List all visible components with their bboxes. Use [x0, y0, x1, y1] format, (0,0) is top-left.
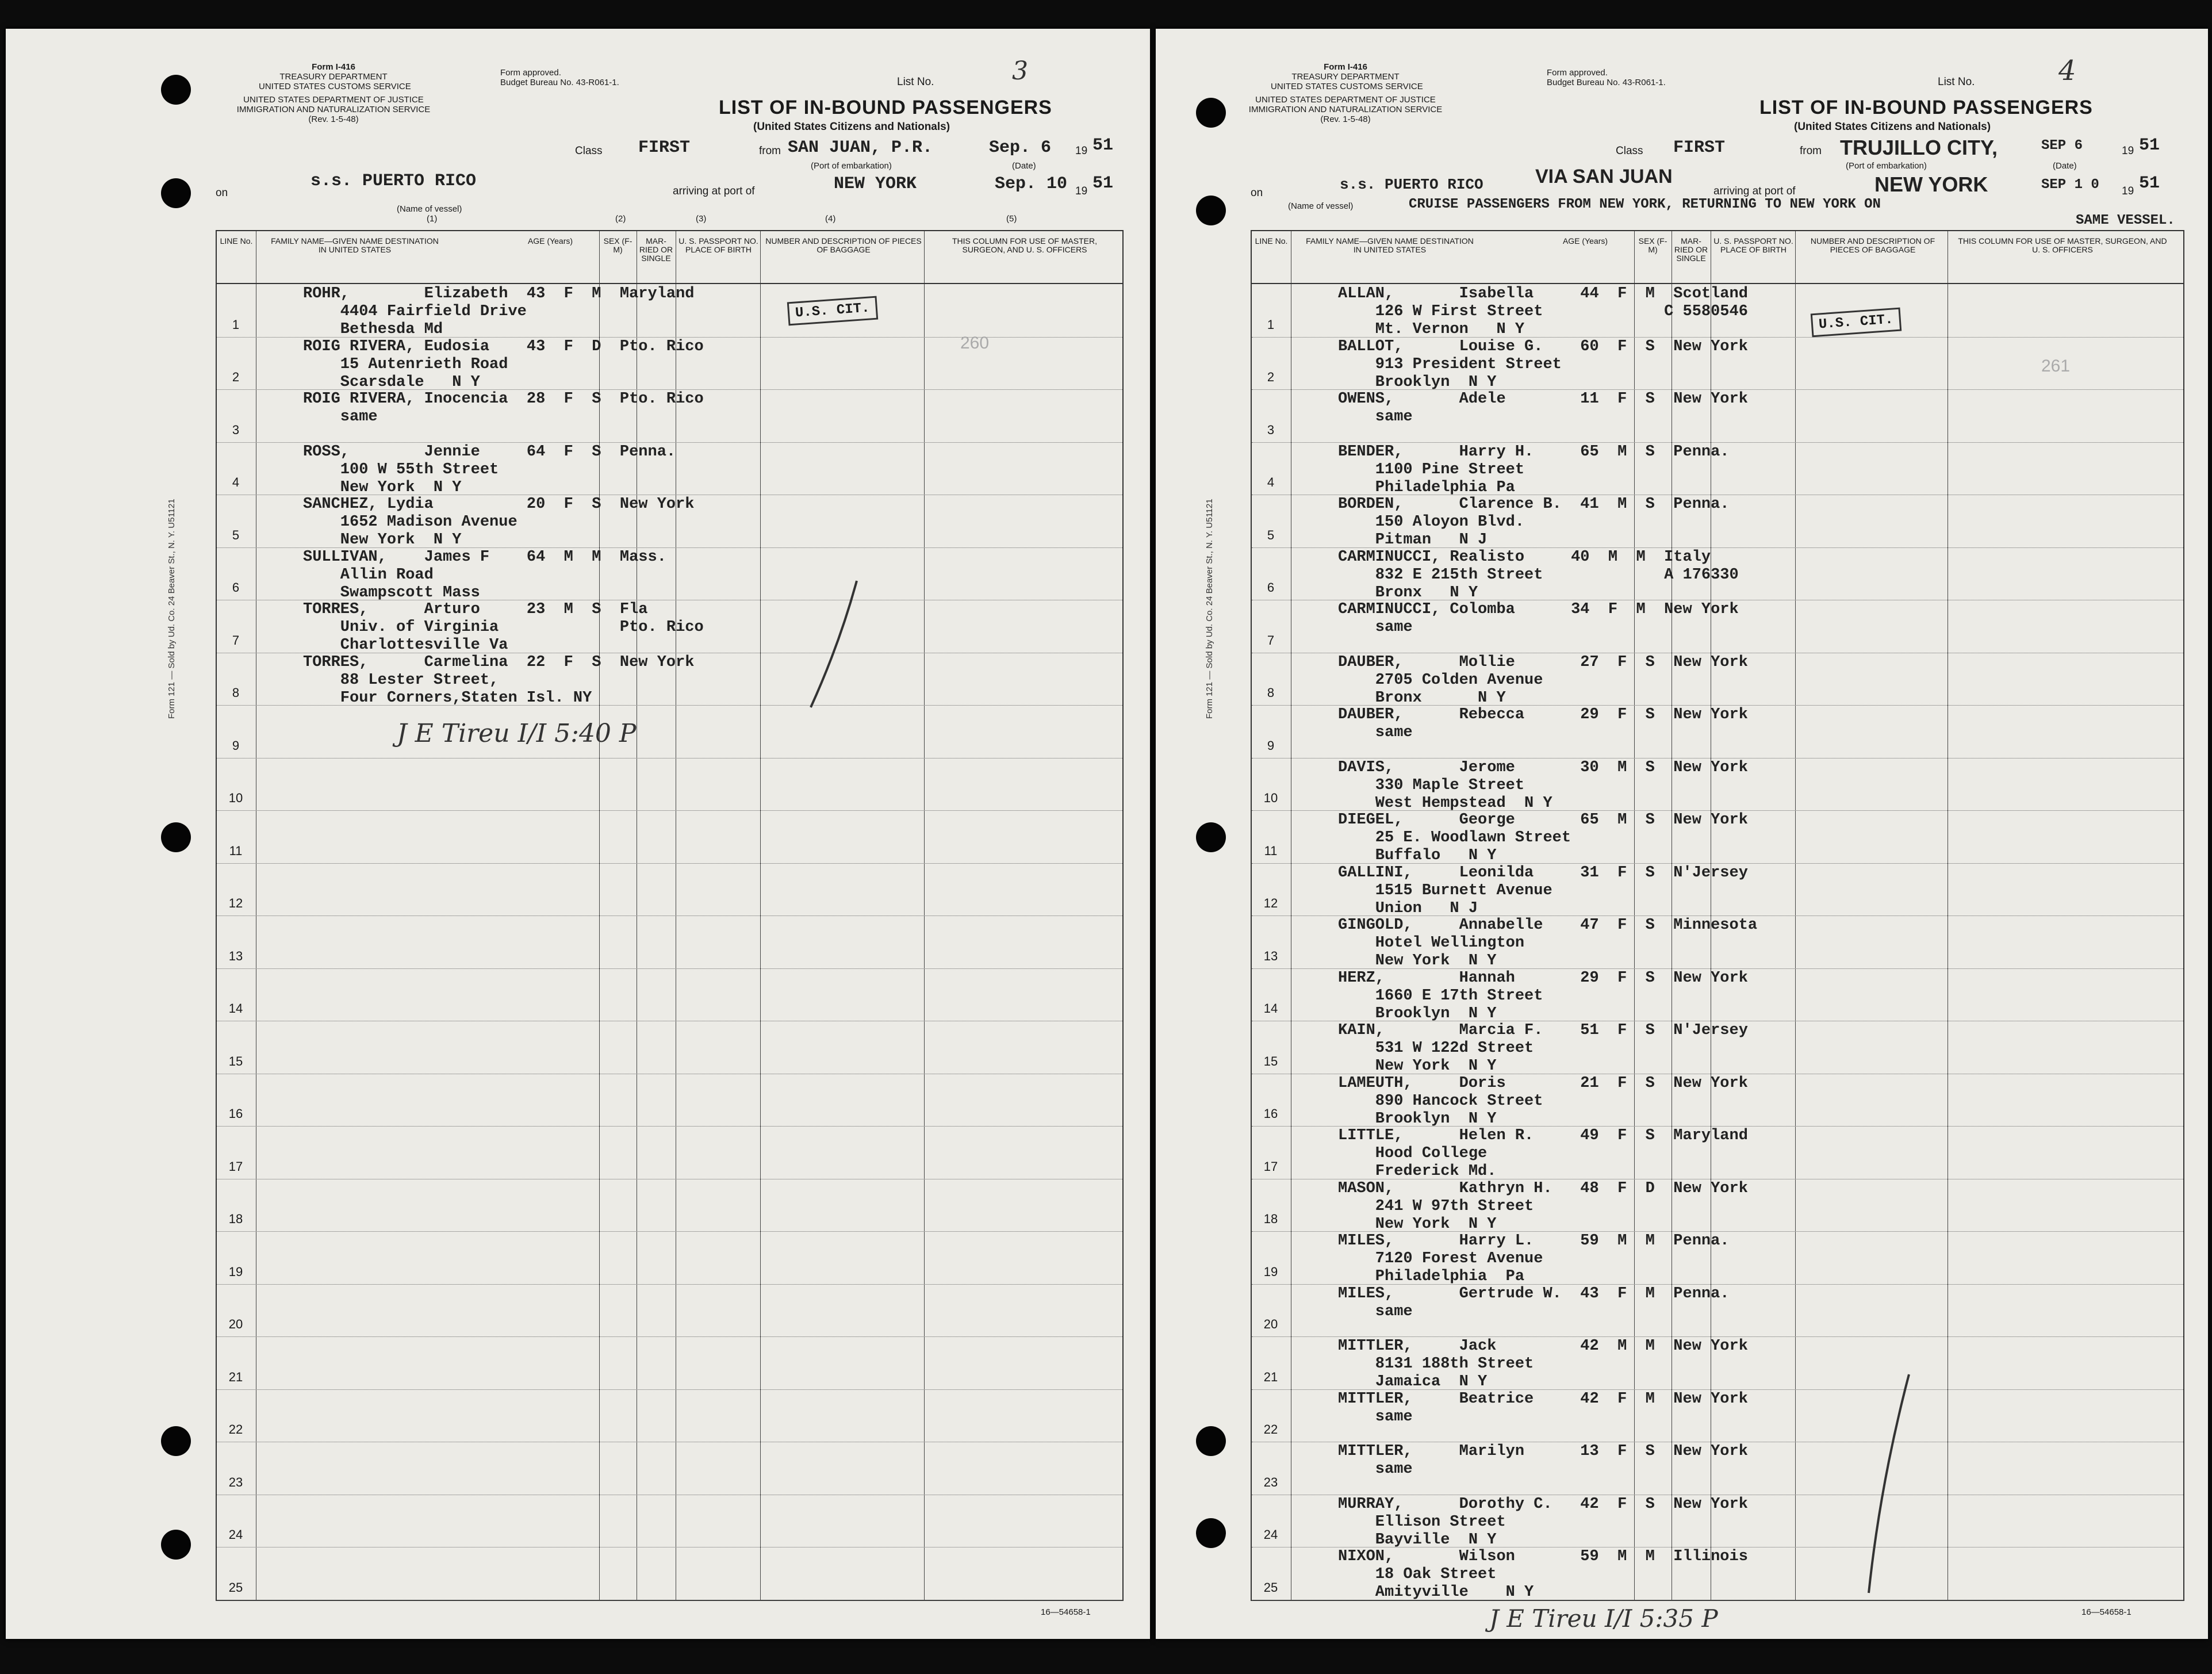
table-row [217, 284, 1122, 338]
line-number: 22 [228, 1422, 243, 1437]
table-row [217, 915, 1122, 969]
line-number: 11 [1264, 843, 1278, 858]
treasury-dept: TREASURY DEPARTMENT [1291, 72, 1400, 82]
table-row [1252, 442, 2183, 496]
punch-hole [1196, 1518, 1226, 1548]
line-number: 2 [232, 370, 240, 384]
table-row [1252, 600, 2183, 653]
punch-hole [161, 178, 191, 208]
col-header-sex: SEX (F-M) [603, 236, 632, 254]
table-row [217, 863, 1122, 917]
table-row [1252, 1389, 2183, 1443]
caption-3: (3) [696, 214, 707, 224]
table-row [1252, 705, 2183, 759]
passenger-entry: TORRES, Arturo 23 M S Fla Univ. of Virginia Pto. Rico Charlottesville Va [303, 601, 704, 654]
table-row [217, 1231, 1122, 1285]
line-number: 10 [228, 791, 243, 805]
passenger-table [1251, 230, 2184, 1601]
col-header-name: FAMILY NAME—GIVEN NAME DESTINATION IN UNITED STATES [271, 236, 439, 254]
line-number: 6 [1267, 580, 1275, 595]
table-row [217, 1389, 1122, 1443]
passenger-entry: MURRAY, Dorothy C. 42 F S New York Ellison Street Bayville N Y [1338, 1495, 1748, 1549]
table-row [1252, 863, 2183, 917]
col-header-age: AGE (Years) [527, 236, 573, 246]
table-row [217, 810, 1122, 864]
punch-hole [161, 1426, 191, 1456]
passenger-entry: MASON, Kathryn H. 48 F D New York 241 W 97th Street New York N Y [1338, 1179, 1748, 1233]
revision: (Rev. 1-5-48) [308, 114, 359, 124]
inspector-signature: J E Tireu I/I 5:40 P [397, 719, 637, 748]
line-number: 16 [1263, 1106, 1278, 1121]
line-number: 22 [1263, 1422, 1278, 1437]
line-number: 5 [232, 527, 240, 542]
table-row [1252, 1284, 2183, 1338]
justice-dept: UNITED STATES DEPARTMENT OF JUSTICE [1255, 95, 1436, 105]
punch-hole [1196, 822, 1226, 852]
form-number: Form I-416 [1324, 62, 1367, 72]
passenger-entry: TORRES, Carmelina 22 F S New York 88 Lester Street, Four Corners,Staten Isl. NY [303, 653, 695, 707]
line-number: 21 [1263, 1369, 1278, 1384]
list-no-handwritten: 3 [1012, 56, 1028, 86]
line-number: 9 [1267, 738, 1275, 753]
table-row [217, 705, 1122, 759]
table-row [217, 1547, 1122, 1600]
embark-year: 51 [2139, 136, 2160, 155]
punch-hole [1196, 196, 1226, 225]
via-port: VIA SAN JUAN [1535, 166, 1673, 187]
caption-1: (1) [427, 214, 438, 224]
col-header-sex: SEX (F-M) [1638, 236, 1667, 254]
line-number: 10 [1263, 791, 1278, 805]
inspector-signature: J E Tireu I/I 5:35 P [1489, 1604, 1718, 1633]
table-row [217, 1179, 1122, 1232]
hand-check-stroke [799, 575, 868, 713]
passenger-entry: HERZ, Hannah 29 F S New York 1660 E 17th Street Brooklyn N Y [1338, 969, 1748, 1022]
punch-hole [161, 1530, 191, 1560]
table-row [217, 1284, 1122, 1338]
col-header-officers: THIS COLUMN FOR USE OF MASTER, SURGEON, AND U. S. OFFICERS [952, 236, 1097, 254]
passenger-entry: DAVIS, Jerome 30 M S New York 330 Maple Street West Hempstead N Y [1338, 759, 1748, 812]
page-subtitle: (United States Citizens and Nationals) [753, 121, 950, 133]
line-number: 7 [1267, 633, 1275, 648]
customs-service: UNITED STATES CUSTOMS SERVICE [259, 82, 411, 91]
page-title: LIST OF IN-BOUND PASSENGERS [1759, 97, 2093, 118]
embark-date: SEP 6 [2041, 138, 2083, 154]
line-number: 6 [232, 580, 240, 595]
table-row [217, 653, 1122, 706]
line-number: 3 [1267, 422, 1275, 437]
arrival-port: NEW YORK [1874, 173, 1988, 196]
line-number: 17 [228, 1159, 243, 1174]
form-footer-code: 16—54658-1 [1041, 1607, 1091, 1617]
side-print-text: Form 121 — Sold by Ud. Co. 24 Beaver St., N. Y. U51121 [1205, 499, 1214, 719]
passenger-entry: ALLAN, Isabella 44 F M Scotland 126 W First Street C 5580546 Mt. Vernon N Y [1338, 285, 1748, 338]
passenger-entry: MILES, Gertrude W. 43 F M Penna. same [1338, 1285, 1730, 1320]
passenger-entry: ROSS, Jennie 64 F S Penna. 100 W 55th Street New York N Y [303, 443, 676, 496]
table-row [217, 547, 1122, 601]
table-row [1252, 1179, 2183, 1232]
form-number: Form I-416 [312, 62, 355, 72]
line-number: 23 [1263, 1474, 1278, 1489]
caption-2: (2) [615, 214, 626, 224]
col-header-married: MAR-RIED OR SINGLE [1674, 236, 1708, 263]
punch-hole [1196, 1426, 1226, 1456]
line-number: 5 [1267, 527, 1275, 542]
line-number: 20 [228, 1317, 243, 1331]
passenger-table [216, 230, 1124, 1601]
justice-dept: UNITED STATES DEPARTMENT OF JUSTICE [243, 95, 424, 105]
side-print-text: Form 121 — Sold by Ud. Co. 24 Beaver St., N. Y. U51121 [167, 499, 177, 719]
us-citizen-stamp: U.S. CIT. [787, 296, 878, 326]
right-manifest-page [1156, 29, 2208, 1639]
table-row [1252, 1442, 2183, 1495]
table-row [217, 1074, 1122, 1127]
line-number: 9 [232, 738, 240, 753]
line-number: 3 [232, 422, 240, 437]
passenger-entry: DAUBER, Rebecca 29 F S New York same [1338, 706, 1748, 741]
table-row [217, 442, 1122, 496]
passenger-entry: LITTLE, Helen R. 49 F S Maryland Hood College Frederick Md. [1338, 1127, 1748, 1180]
faint-number: 261 [2041, 357, 2071, 376]
line-number: 2 [1267, 370, 1275, 384]
col-header-birth: U. S. PASSPORT NO. PLACE OF BIRTH [1713, 236, 1793, 254]
passenger-entry: DIEGEL, George 65 M S New York 25 E. Woodlawn Street Buffalo N Y [1338, 811, 1748, 864]
date-caption: (Date) [1012, 161, 1036, 171]
cruise-note-continued: SAME VESSEL. [2076, 213, 2175, 228]
table-row [217, 1495, 1122, 1548]
passenger-entry: ROIG RIVERA, Eudosia 43 F D Pto. Rico 15 Autenrieth Road Scarsdale N Y [303, 338, 704, 391]
line-number: 4 [232, 475, 240, 489]
line-number: 7 [232, 633, 240, 648]
from-port: SAN JUAN, P.R. [788, 138, 933, 158]
cruise-note: CRUISE PASSENGERS FROM NEW YORK, RETURNING TO NEW YORK ON [1409, 197, 1881, 212]
line-number: 17 [1263, 1159, 1278, 1174]
col-header-baggage: NUMBER AND DESCRIPTION OF PIECES OF BAGGAGE [765, 236, 922, 254]
line-number: 21 [228, 1369, 243, 1384]
passenger-entry: GALLINI, Leonilda 31 F S N'Jersey 1515 Burnett Avenue Union N J [1338, 864, 1748, 917]
line-number: 18 [228, 1212, 243, 1226]
passenger-entry: SULLIVAN, James F 64 M M Mass. Allin Road Swampscott Mass [303, 548, 666, 602]
passenger-entry: DAUBER, Mollie 27 F S New York 2705 Colden Avenue Bronx N Y [1338, 653, 1748, 707]
passenger-entry: MITTLER, Marilyn 13 F S New York same [1338, 1443, 1748, 1478]
line-number: 24 [1263, 1527, 1278, 1542]
line-number: 1 [232, 317, 240, 332]
table-row [1252, 1547, 2183, 1600]
date-caption: (Date) [2053, 161, 2077, 171]
vessel-caption: (Name of vessel) [397, 204, 462, 214]
page-title: LIST OF IN-BOUND PASSENGERS [719, 97, 1052, 118]
line-number: 4 [1267, 475, 1275, 489]
embark-year: 51 [1092, 136, 1114, 155]
passenger-entry: LAMEUTH, Doris 21 F S New York 890 Hancock Street Brooklyn N Y [1338, 1074, 1748, 1128]
year-prefix: 19 [1075, 145, 1088, 157]
table-row [217, 389, 1122, 443]
line-number: 19 [1263, 1264, 1278, 1279]
year-prefix: 19 [2122, 185, 2134, 197]
col-header-baggage: NUMBER AND DESCRIPTION OF PIECES OF BAGGAGE [1810, 236, 1935, 254]
line-number: 12 [228, 896, 243, 910]
faint-number: 260 [960, 334, 990, 353]
budget-bureau: Budget Bureau No. 43-R061-1. [500, 78, 619, 87]
table-row [1252, 968, 2183, 1022]
hand-check-stroke [1857, 1369, 1915, 1599]
arrival-year: 51 [1092, 174, 1114, 193]
table-row [1252, 810, 2183, 864]
list-no-label: List No. [897, 76, 934, 88]
from-label: from [1800, 145, 1822, 157]
punch-hole [161, 822, 191, 852]
caption-4: (4) [825, 214, 836, 224]
line-number: 16 [228, 1106, 243, 1121]
line-number: 20 [1263, 1317, 1278, 1331]
table-row [1252, 653, 2183, 706]
col-header-birth: U. S. PASSPORT NO. PLACE OF BIRTH [678, 236, 758, 254]
table-row [217, 758, 1122, 811]
vessel-name: s.s. PUERTO RICO [310, 171, 477, 191]
line-number: 13 [228, 948, 243, 963]
table-row [1252, 284, 2183, 338]
line-number: 8 [1267, 685, 1275, 700]
class-label: Class [575, 145, 603, 157]
passenger-entry: BORDEN, Clarence B. 41 M S Penna. 150 Aloyon Blvd. Pitman N J [1338, 496, 1730, 549]
table-row [1252, 1495, 2183, 1548]
table-row [1252, 758, 2183, 811]
line-number: 1 [1267, 317, 1275, 332]
passenger-entry: GINGOLD, Annabelle 47 F S Minnesota Hotel Wellington New York N Y [1338, 917, 1758, 970]
table-row [217, 1442, 1122, 1495]
line-number: 15 [228, 1054, 243, 1068]
line-number: 14 [228, 1001, 243, 1016]
line-number: 12 [1263, 896, 1278, 910]
table-row [217, 1021, 1122, 1074]
class-value: FIRST [638, 138, 691, 158]
embark-date: Sep. 6 [989, 138, 1052, 158]
page-subtitle: (United States Citizens and Nationals) [1794, 121, 1991, 133]
table-row [1252, 1126, 2183, 1179]
year-prefix: 19 [1075, 185, 1088, 197]
passenger-entry: CARMINUCCI, Colomba 34 F M New York same [1338, 601, 1739, 636]
list-no-handwritten: 4 [2058, 55, 2076, 87]
revision: (Rev. 1-5-48) [1320, 114, 1371, 124]
ins-service: IMMIGRATION AND NATURALIZATION SERVICE [1248, 105, 1443, 114]
passenger-entry: MITTLER, Jack 42 M M New York 8131 188th Street Jamaica N Y [1338, 1338, 1748, 1390]
form-approved: Form approved. [500, 68, 561, 78]
arrival-date: SEP 1 0 [2041, 177, 2099, 193]
table-row [1252, 495, 2183, 548]
budget-bureau: Budget Bureau No. 43-R061-1. [1547, 78, 1666, 87]
col-header-line: LINE No. [1255, 236, 1288, 246]
table-row [1252, 1231, 2183, 1285]
from-port: TRUJILLO CITY, [1840, 136, 1998, 159]
punch-hole [161, 75, 191, 105]
line-number: 25 [1263, 1580, 1278, 1595]
class-label: Class [1616, 145, 1643, 157]
table-row [1252, 389, 2183, 443]
col-header-officers: THIS COLUMN FOR USE OF MASTER, SURGEON, AND U. S. OFFICERS [1958, 236, 2167, 254]
caption-5: (5) [1006, 214, 1017, 224]
line-number: 18 [1263, 1212, 1278, 1226]
table-row [1252, 1074, 2183, 1127]
line-number: 11 [229, 843, 243, 858]
from-label: from [759, 145, 781, 157]
passenger-entry: CARMINUCCI, Realisto 40 M M Italy 832 E 215th Street A 176330 Bronx N Y [1338, 548, 1739, 602]
passenger-entry: MILES, Harry L. 59 M M Penna. 7120 Forest Avenue Philadelphia Pa [1338, 1232, 1730, 1285]
line-number: 15 [1263, 1054, 1278, 1068]
port-embark-caption: (Port of embarkation) [811, 161, 892, 171]
treasury-dept: TREASURY DEPARTMENT [279, 72, 388, 82]
table-row [217, 1126, 1122, 1179]
class-value: FIRST [1673, 138, 1726, 158]
us-citizen-stamp: U.S. CIT. [1811, 308, 1902, 338]
arriving-label: arriving at port of [1713, 185, 1796, 197]
on-label: on [216, 187, 228, 199]
on-label: on [1251, 187, 1263, 199]
col-header-line: LINE No. [220, 236, 253, 246]
form-approved: Form approved. [1547, 68, 1608, 78]
customs-service: UNITED STATES CUSTOMS SERVICE [1271, 82, 1423, 91]
passenger-entry: KAIN, Marcia F. 51 F S N'Jersey 531 W 122d Street New York N Y [1338, 1022, 1748, 1075]
year-prefix: 19 [2122, 145, 2134, 157]
passenger-entry: ROIG RIVERA, Inocencia 28 F S Pto. Rico same [303, 390, 704, 426]
punch-hole [1196, 98, 1226, 128]
table-row [1252, 547, 2183, 601]
table-row [217, 968, 1122, 1022]
col-header-age: AGE (Years) [1562, 236, 1608, 246]
table-row [217, 600, 1122, 653]
passenger-entry: OWENS, Adele 11 F S New York same [1338, 390, 1748, 426]
col-header-name: FAMILY NAME—GIVEN NAME DESTINATION IN UNITED STATES [1306, 236, 1474, 254]
line-number: 25 [228, 1580, 243, 1595]
arrival-port: NEW YORK [834, 174, 917, 194]
passenger-entry: SANCHEZ, Lydia 20 F S New York 1652 Madison Avenue New York N Y [303, 496, 695, 549]
line-number: 13 [1263, 948, 1278, 963]
arrival-year: 51 [2139, 174, 2160, 193]
port-embark-caption: (Port of embarkation) [1846, 161, 1927, 171]
list-no-label: List No. [1938, 76, 1975, 88]
left-manifest-page [6, 29, 1150, 1639]
col-header-married: MAR-RIED OR SINGLE [639, 236, 673, 263]
ins-service: IMMIGRATION AND NATURALIZATION SERVICE [236, 105, 431, 114]
table-row [217, 495, 1122, 548]
line-number: 19 [228, 1264, 243, 1279]
line-number: 14 [1263, 1001, 1278, 1016]
vessel-name: s.s. PUERTO RICO [1340, 176, 1483, 193]
line-number: 23 [228, 1474, 243, 1489]
passenger-entry: BALLOT, Louise G. 60 F S New York 913 President Street Brooklyn N Y [1338, 338, 1748, 391]
arriving-label: arriving at port of [673, 185, 755, 197]
table-row [1252, 915, 2183, 969]
passenger-entry: ROHR, Elizabeth 43 F M Maryland 4404 Fairfield Drive Bethesda Md [303, 285, 695, 338]
passenger-entry: BENDER, Harry H. 65 M S Penna. 1100 Pine Street Philadelphia Pa [1338, 443, 1730, 496]
table-row [1252, 1336, 2183, 1390]
table-row [1252, 1021, 2183, 1074]
passenger-entry: MITTLER, Beatrice 42 F M New York same [1338, 1390, 1748, 1426]
passenger-entry: NIXON, Wilson 59 M M Illinois 18 Oak Street Amityville N Y [1338, 1548, 1748, 1601]
table-row [217, 1336, 1122, 1390]
line-number: 8 [232, 685, 240, 700]
vessel-caption: (Name of vessel) [1288, 201, 1354, 211]
form-footer-code: 16—54658-1 [2081, 1607, 2132, 1617]
line-number: 24 [228, 1527, 243, 1542]
arrival-date: Sep. 10 [995, 174, 1068, 194]
